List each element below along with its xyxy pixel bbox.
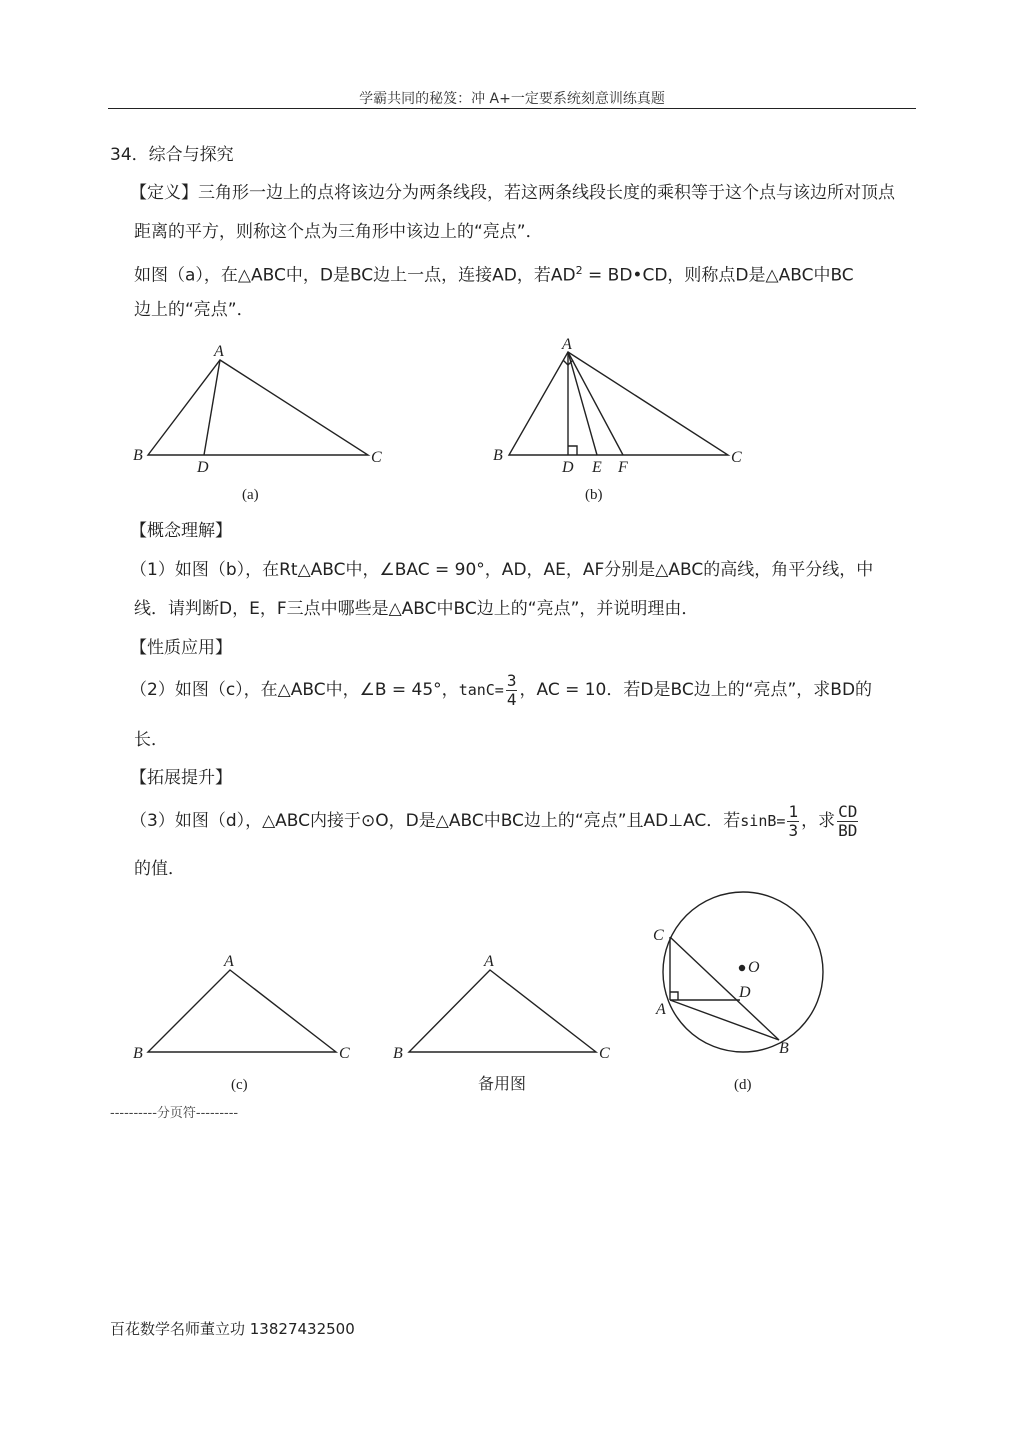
label-b: B (493, 447, 503, 464)
caption-b: (b) (585, 487, 603, 503)
sin-label: sinB= (740, 812, 786, 830)
page-header: 学霸共同的秘笈：冲 A+一定要系统刻意训练真题 (359, 91, 665, 107)
label-o: O (748, 959, 760, 976)
label-a: A (484, 953, 494, 970)
tan-label: tanC= (458, 681, 504, 699)
triangle-abc (409, 970, 596, 1052)
label-b: B (393, 1045, 403, 1062)
denominator: BD (838, 820, 858, 840)
figure-a (133, 343, 382, 503)
right-angle-mark (568, 446, 577, 455)
label-d: D (562, 459, 574, 476)
denominator: 4 (506, 689, 517, 709)
superscript: 2 (575, 264, 583, 277)
caption-d: (d) (734, 1077, 752, 1093)
right-angle-mark (670, 992, 678, 1000)
definition-line-1: 【定义】三角形一边上的点将该边分为两条线段，若这两条线段长度的乘积等于这个点与该边所对顶点 (130, 183, 895, 203)
label-a: A (224, 953, 234, 970)
numerator: 3 (506, 670, 517, 690)
example-line-2: 边上的“亮点”． (134, 300, 254, 320)
label-d: D (197, 459, 209, 476)
segment-ab (670, 1000, 779, 1040)
segment-cb (670, 937, 779, 1040)
page-break-marker: ----------分页符--------- (110, 1106, 239, 1121)
q2-text-b: ，AC = 10．若D是BC边上的“亮点”，求BD的 (519, 680, 873, 700)
numerator: 1 (788, 801, 799, 821)
example-text-b: = BD•CD，则称点D是△ABC中BC (582, 265, 854, 286)
triangle-abc (509, 352, 728, 455)
q3-text-b: ，求 (801, 811, 836, 831)
label-c: C (371, 449, 382, 466)
figure-c (133, 953, 350, 1093)
center-dot (740, 966, 745, 971)
example-text-a: 如图（a），在△ABC中，D是BC边上一点，连接AD，若AD (134, 265, 576, 286)
label-b: B (779, 1040, 789, 1057)
label-d: D (739, 984, 751, 1001)
segment-ad (204, 360, 220, 455)
q3-text-a: （3）如图（d），△ABC内接于⊙O，D是△ABC中BC边上的“亮点”且AD⊥AC．若 (130, 811, 741, 831)
label-a: A (656, 1001, 666, 1018)
label-c: C (731, 449, 742, 466)
median-af (568, 352, 623, 455)
question-title: 34．综合与探究 (110, 145, 234, 165)
section-extension: 【拓展提升】 (130, 768, 232, 788)
label-a: A (562, 336, 572, 353)
footer: 百花数学名师董立功 13827432500 (110, 1320, 355, 1338)
figure-b (493, 336, 742, 503)
q3-line-2: 的值． (134, 859, 185, 879)
definition-line-2: 距离的平方，则称这个点为三角形中该边上的“亮点”． (134, 222, 543, 242)
figure-spare (393, 953, 610, 1093)
label-b: B (133, 447, 143, 464)
denominator: 3 (788, 820, 799, 840)
label-a: A (214, 343, 224, 360)
label-c: C (599, 1045, 610, 1062)
q1-line-2: 线．请判断D，E，F三点中哪些是△ABC中BC边上的“亮点”，并说明理由． (134, 599, 699, 619)
q2-text-a: （2）如图（c），在△ABC中，∠B = 45°， (130, 680, 459, 700)
section-application: 【性质应用】 (130, 638, 232, 658)
section-concept: 【概念理解】 (130, 521, 232, 541)
q2-line-2: 长． (134, 730, 168, 750)
label-f: F (618, 459, 628, 476)
numerator: CD (838, 801, 858, 821)
label-c: C (339, 1045, 350, 1062)
circle-o (663, 892, 823, 1052)
triangle-abc (148, 970, 336, 1052)
triangle-abc (148, 360, 368, 455)
label-c: C (653, 927, 664, 944)
label-e: E (592, 459, 602, 476)
caption-spare: 备用图 (478, 1076, 527, 1093)
label-b: B (133, 1045, 143, 1062)
caption-c: (c) (231, 1077, 248, 1093)
q1-line-1: （1）如图（b），在Rt△ABC中，∠BAC = 90°，AD，AE，AF分别是△ABC的高线，角平分线，中 (130, 560, 874, 580)
figure-d (653, 892, 823, 1093)
caption-a: (a) (242, 487, 259, 503)
